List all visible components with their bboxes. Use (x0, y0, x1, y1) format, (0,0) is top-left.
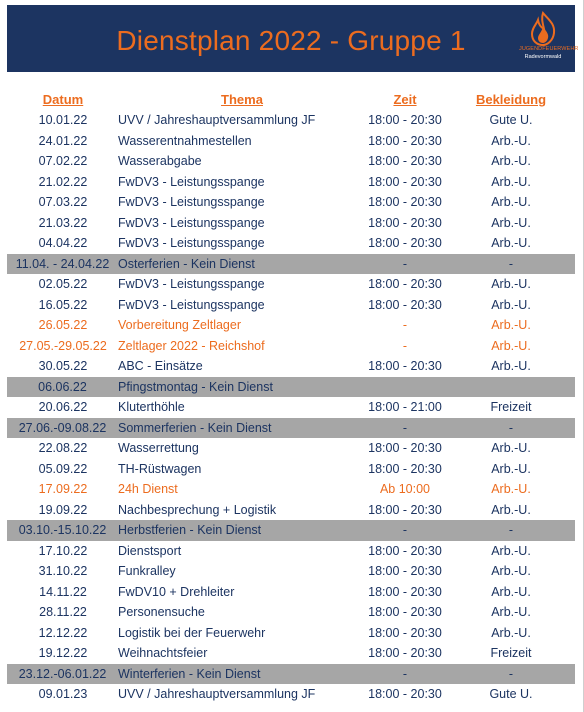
fire-logo (519, 11, 579, 69)
row-time: 18:00 - 20:30 (368, 543, 442, 558)
row-topic: UVV / Jahreshauptversammlung JF (118, 113, 316, 127)
table-row (7, 213, 575, 234)
row-topic: Dienstsport (118, 543, 182, 558)
row-time: 18:00 - 20:30 (368, 564, 442, 578)
table-row (7, 541, 575, 562)
row-topic: Pfingstmontag - Kein Dienst (118, 379, 273, 394)
row-dress: - (508, 666, 514, 681)
row-topic: Personensuche (118, 605, 205, 619)
row-date: 28.11.22 (39, 605, 87, 619)
row-date: 24.01.22 (38, 133, 88, 148)
row-date: 12.12.22 (38, 625, 88, 640)
row-topic: Nachbesprechung + Logistik (118, 502, 277, 517)
row-topic: FwDV10 + Drehleiter (118, 584, 235, 599)
row-topic: FwDV3 - Leistungsspange (118, 297, 265, 312)
row-date: 09.01.23 (38, 687, 88, 701)
row-dress: - (508, 256, 514, 271)
row-dress: Freizeit (490, 400, 532, 414)
row-topic: Herbstferien - Kein Dienst (118, 523, 262, 537)
row-time: 18:00 - 20:30 (368, 687, 442, 701)
row-dress: Arb.-U. (491, 482, 531, 496)
row-topic: FwDV3 - Leistungsspange (118, 195, 265, 209)
table-row (7, 356, 575, 377)
row-date: 23.12.-06.01.22 (18, 666, 107, 681)
row-dress: Gute U. (489, 687, 533, 701)
row-dress: Arb.-U. (491, 133, 531, 148)
row-date: 11.04. - 24.04.22 (15, 256, 110, 271)
row-topic: FwDV3 - Leistungsspange (118, 215, 265, 230)
table-row (7, 131, 575, 152)
row-date: 16.05.22 (38, 297, 88, 312)
row-topic: Funkralley (118, 564, 176, 578)
row-date: 20.06.22 (38, 400, 88, 414)
column-header-dress: Bekleidung (475, 92, 547, 107)
row-time: 18:00 - 20:30 (368, 461, 442, 476)
holiday-row (7, 418, 575, 439)
row-time: 18:00 - 20:30 (368, 605, 442, 619)
row-date: 02.05.22 (38, 277, 88, 291)
table-row (7, 479, 575, 500)
row-dress: Freizeit (490, 646, 532, 660)
table-row (7, 684, 575, 705)
table-header (7, 90, 575, 110)
row-time: 18:00 - 20:30 (368, 133, 442, 148)
row-dress: Arb.-U. (491, 154, 531, 168)
row-date: 05.09.22 (38, 461, 88, 476)
row-topic: FwDV3 - Leistungsspange (118, 277, 265, 291)
row-topic: Winterferien - Kein Dienst (118, 666, 261, 681)
row-topic: FwDV3 - Leistungsspange (118, 236, 265, 250)
table-row (7, 295, 575, 316)
column-header-date: Datum (42, 92, 84, 107)
row-date: 26.05.22 (38, 318, 88, 332)
row-dress: Arb.-U. (491, 338, 531, 353)
row-date: 17.10.22 (38, 543, 88, 558)
row-time: 18:00 - 20:30 (368, 502, 442, 517)
row-topic: 24h Dienst (118, 482, 178, 496)
page-title: Dienstplan 2022 - Gruppe 1 (116, 25, 466, 56)
row-time: 18:00 - 20:30 (368, 215, 442, 230)
row-date: 07.02.22 (38, 154, 88, 168)
row-time: 18:00 - 20:30 (368, 359, 442, 373)
row-dress: Arb.-U. (491, 277, 531, 291)
row-time: 18:00 - 20:30 (368, 195, 442, 209)
row-dress: - (508, 420, 514, 435)
logo-text-town: Radevormwald (524, 54, 562, 60)
row-topic: Sommerferien - Kein Dienst (118, 420, 272, 435)
row-date: 21.02.22 (38, 174, 88, 189)
row-dress: Arb.-U. (491, 297, 531, 312)
table-row (7, 172, 575, 193)
table-row (7, 192, 575, 213)
table-row (7, 623, 575, 644)
row-date: 19.09.22 (38, 502, 88, 517)
row-time: - (402, 338, 408, 353)
row-topic: UVV / Jahreshauptversammlung JF (118, 687, 316, 701)
row-time: - (402, 318, 408, 332)
holiday-row (7, 664, 575, 685)
row-time: - (402, 523, 408, 537)
table-row (7, 110, 575, 131)
holiday-row (7, 254, 575, 275)
row-date: 22.08.22 (38, 441, 88, 455)
row-topic: Wasserentnahmestellen (118, 133, 252, 148)
row-time: - (402, 256, 408, 271)
row-time: 18:00 - 20:30 (368, 174, 442, 189)
row-date: 06.06.22 (38, 379, 87, 394)
row-time: 18:00 - 20:30 (368, 113, 442, 127)
holiday-row (7, 377, 575, 398)
row-time: - (402, 420, 408, 435)
row-date: 27.06.-09.08.22 (18, 420, 107, 435)
row-dress: Arb.-U. (491, 359, 531, 373)
row-time: 18:00 - 20:30 (368, 625, 442, 640)
table-row (7, 643, 575, 664)
row-dress: Arb.-U. (491, 584, 531, 599)
logo-text-org: JUGENDFEUERWEHR (519, 46, 579, 52)
table-row (7, 602, 575, 623)
table-row (7, 336, 575, 357)
row-date: 30.05.22 (38, 359, 88, 373)
row-date: 04.04.22 (38, 236, 88, 250)
table-body (7, 110, 575, 705)
table-row (7, 315, 575, 336)
row-date: 21.03.22 (38, 215, 88, 230)
row-dress: Arb.-U. (491, 236, 531, 250)
row-date: 07.03.22 (38, 195, 88, 209)
schedule-table (7, 90, 575, 705)
row-time: 18:00 - 20:30 (368, 646, 442, 660)
row-topic: TH-Rüstwagen (118, 461, 202, 476)
row-topic: Wasserrettung (118, 441, 199, 455)
row-time: 18:00 - 20:30 (368, 584, 442, 599)
row-dress: Arb.-U. (491, 502, 531, 517)
row-date: 03.10.-15.10.22 (18, 523, 107, 537)
table-row (7, 561, 575, 582)
row-topic: Weihnachtsfeier (118, 646, 208, 660)
row-time: 18:00 - 20:30 (368, 441, 442, 455)
row-date: 31.10.22 (38, 564, 88, 578)
table-row (7, 233, 575, 254)
row-date: 10.01.22 (38, 113, 88, 127)
row-time: 18:00 - 21:00 (368, 400, 442, 414)
row-topic: FwDV3 - Leistungsspange (118, 174, 265, 189)
row-date: 17.09.22 (38, 482, 88, 496)
row-time: 18:00 - 20:30 (368, 277, 442, 291)
row-time: 18:00 - 20:30 (368, 236, 442, 250)
row-dress: Arb.-U. (491, 605, 531, 619)
flame-icon (519, 11, 567, 47)
row-date: 27.05.-29.05.22 (19, 338, 107, 353)
row-topic: Wasserabgabe (118, 154, 202, 168)
row-dress: - (508, 523, 514, 537)
row-topic: Osterferien - Kein Dienst (118, 256, 255, 271)
row-topic: Kluterthöhle (118, 400, 185, 414)
row-time: - (402, 666, 408, 681)
row-topic: Logistik bei der Feuerwehr (118, 625, 266, 640)
column-header-topic: Thema (221, 92, 263, 107)
row-time: Ab 10:00 (379, 482, 431, 496)
row-topic: ABC - Einsätze (118, 359, 203, 373)
row-dress: Gute U. (489, 113, 533, 127)
table-row (7, 500, 575, 521)
row-time: 18:00 - 20:30 (368, 297, 442, 312)
header-banner (7, 5, 579, 72)
table-row (7, 151, 575, 172)
table-row (7, 438, 575, 459)
row-date: 19.12.22 (38, 646, 88, 660)
row-topic: Vorbereitung Zeltlager (118, 318, 241, 332)
row-dress: Arb.-U. (491, 441, 531, 455)
row-time: 18:00 - 20:30 (368, 154, 442, 168)
table-row (7, 459, 575, 480)
row-dress: Arb.-U. (491, 195, 531, 209)
row-dress: Arb.-U. (491, 564, 531, 578)
row-dress: Arb.-U. (491, 215, 531, 230)
row-dress: Arb.-U. (491, 174, 531, 189)
holiday-row (7, 520, 575, 541)
row-dress: Arb.-U. (491, 318, 531, 332)
row-topic: Zeltlager 2022 - Reichshof (118, 338, 265, 353)
table-row (7, 274, 575, 295)
table-row (7, 397, 575, 418)
row-dress: Arb.-U. (491, 543, 531, 558)
row-dress: Arb.-U. (491, 625, 531, 640)
column-header-time: Zeit (393, 92, 417, 107)
row-date: 14.11.22 (39, 584, 87, 599)
row-dress: Arb.-U. (491, 461, 531, 476)
table-row (7, 582, 575, 603)
